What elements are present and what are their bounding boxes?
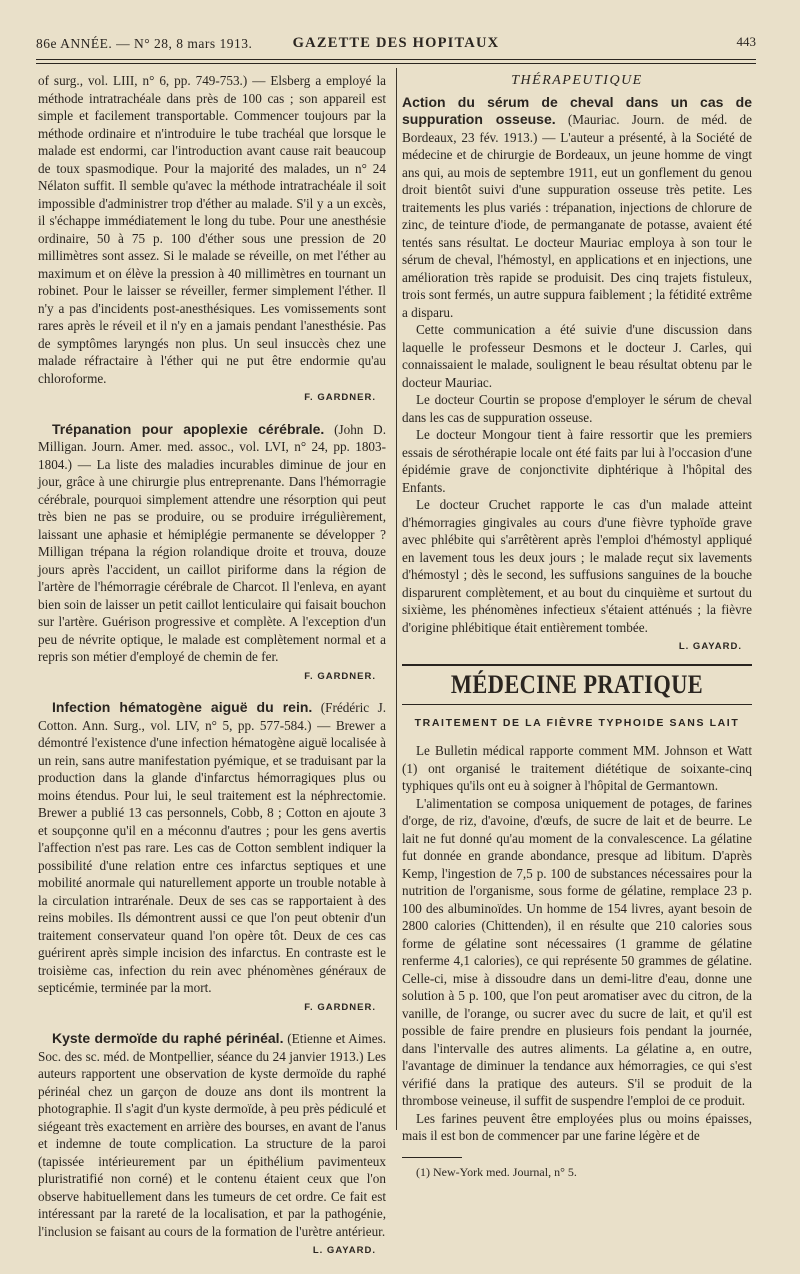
article-paragraph: Le Bulletin médical rapporte comment MM. Johnson et Watt (1) ont organisé le traitement diététique de soixante-cinq typhiques qu'ils ont eu à soigner à l'hôpital de Germantown. [402,743,752,793]
article-text: Les auteurs rapportent une observation de kyste dermoïde du raphé périnéal chez un garçon de douze ans dont ils montrent la photographie. Il s'agit d'un kyste dermoïde, à peu près pédiculé et siégeant très exactement en arrière des bourses, en avant de l'anus et indemne de toute complication. La structure de la paroi (tapissée intérieurement par un épithélium pavimenteux pluristratifié non corné) et le contenu étaient ceux que l'on observe habituellement dans les tumeurs de cet ordre. Ce fait est intéressant par la rareté de la localisation, et par la pathogénie, l'inclusion se faisant au cours de la formation de l'urètre antérieur. [38,1048,387,1239]
section-label-therapeutique: THÉRAPEUTIQUE [511,73,643,88]
article-trepanation [38,421,386,686]
article-signature: F. GARDNER. [304,670,376,682]
header-rule-top [36,59,756,60]
article-paragraph: Cette communication a été suivie d'une discussion dans laquelle le professeur Desmons et le docteur J. Carles, qui connaissaient le malade, soulignent le beau résultat obtenu par le docteur Mauriac. [402,322,752,390]
article-title: Action du sérum de cheval dans un cas de suppuration osseuse. [402,93,752,127]
article-signature: L. GAYARD. [678,641,742,652]
article-reference: (Mauriac. Journ. de méd. de Bordeaux, 23 fév. 1913.) [402,112,753,145]
section-rule-top [402,664,752,666]
article-serum-cheval [402,94,752,656]
left-column [38,72,386,1274]
section-rule-bottom [402,704,752,705]
footnote: (1) New-York med. Journal, n° 5. [416,1164,577,1179]
journal-title: GAZETTE DES HOPITAUX [292,35,500,51]
article-kyste-dermoide [38,1030,386,1260]
article-paragraph: Les farines peuvent être employées plus ou moins épaisses, mais il est bon de commencer par une farine légère et de [402,1110,752,1143]
page-number: 443 [736,34,756,49]
footnote-rule [402,1157,462,1158]
page-header [36,34,756,60]
header-rule-bottom [36,63,756,64]
right-column [402,72,752,1181]
article-text: — L'auteur a présenté, à la Société de médecine et de chirurgie de Bordeaux, un jeune homme de vingt ans qui, au mois de septembre 1911, eut un gonflement du genou droit bientôt suivi d'une suppuration osseuse très petite. Les traitements les plus variés : trépanation, injections de chlorure de zinc, de teinture d'iode, de permanganate de potasse, avaient été tentés sans résultat. Le docteur Mauriac employa à son tour le sérum de cheval, l'hémostyl, en applications et en injections, une amélioration très rapide se produisit. Des cinq trajets fistuleux, trois sont fermés, un autre suppura faiblement ; la fétidité extrême a disparu. [402,129,752,320]
article-continuation [38,72,386,407]
article-paragraph: Le docteur Courtin se propose d'employer le sérum de cheval dans les cas de suppuration osseuse. [402,392,752,425]
article-reference: (John D. Milligan. Journ. Amer. med. assoc., vol. LVI, n° 24, pp. 1803-1804.) — [38,421,386,472]
article-signature: L. GAYARD. [312,1245,376,1256]
article-text: La liste des maladies incurables diminue de jour en jour, grâce à une chirurgie plus entreprenante. Dans l'hémorragie cérébrale, pourquoi simplement attendre une résorption qui peut très bien ne pas se produire, ou se produire irrégulièrement, laissant une aphasie et hémiplégie permanente se développer ? Milligan trépana la région rolandique droite et trouva, douze jours après l'accident, un caillot piriforme dans la région de l'artère de l'hémorragie cérébrale de Charcot. Il l'enleva, en ayant bien soin de laisser un petit caillot lenticulaire qui faisait bouchon sur l'artère. Guérison progressive et complète. A l'exception d'un peu de névrite optique, le malade est complètement normal et a repris son métier d'employé de chemin de fer. [38,456,386,664]
article-paragraph: Le docteur Cruchet rapporte le cas d'un malade atteint d'hémorragies gingivales au cours d'une fièvre typhoïde grave avec phlébite qui s'arrêtèrent après l'emploi d'hémostyl appliqué en lavement tous les deux jours ; le malade reçut six lavements d'hémostyl ; dès le second, les suffusions sanguines de la bouche disparurent complètement, et au bout du cinquième et surtout du sixième, les phénomènes infectieux s'étaient atténués ; la fièvre d'origine phlébitique était entièrement tombée. [402,497,752,635]
subsection-title: TRAITEMENT DE LA FIÈVRE TYPHOIDE SANS LAIT [414,716,740,729]
article-signature: F. GARDNER. [304,1001,376,1013]
article-title: Trépanation pour apoplexie cérébrale. [52,420,325,437]
article-reference: (Frédéric J. Cotton. Ann. Surg., vol. LIV, n° 5, pp. 577-584.) — [38,700,387,733]
issue-info: 86e ANNÉE. — N° 28, 8 mars 1913. [36,36,253,51]
section-title-medecine-pratique: MÉDECINE PRATIQUE [450,669,704,699]
article-title: Kyste dermoïde du raphé périnéal. [52,1030,284,1046]
article-signature: F. GARDNER. [304,392,376,403]
article-title: Infection hématogène aiguë du rein. [52,699,313,715]
article-paragraph: Le docteur Mongour tient à faire ressortir que les premiers essais de sérothérapie locale ont été faits par lui à l'occasion d'une épidémie grave de conjonctivite diphtérique à l'hôpital des Enfants. [402,427,752,495]
article-text: of surg., vol. LIII, n° 6, pp. 749-753.) — Elsberg a employé la méthode intratrachéale dans près de 100 cas ; son appareil est simple et facilement transportable. Commencer toujours par la méthode ordinaire et n'introduire le tube trachéal que lorsque le malade est endormi, car l'introduction avant cause rait beaucoup de toux spasmodique. Pour la majorité des malades, un n° 24 Nélaton suffit. Il semble qu'avec la méthode intratrachéale il soit impossible d'administrer trop d'éther au malade. S'il y a un excès, il s'échappe immédiatement le long du tube. Pour une anesthésie ordinaire, 50 à 75 p. 100 d'éther sous une pression de 20 millimètres sont assez. Si le malade se réveille, on met l'éther au maximum et on élève la pression à 40 millimètres en tournant un robinet. Pour le laisser se réveiller, fermer simplement l'éther. Il n'y a pas d'incidents post-anesthésiques. Les vomissements sont rares après le réveil et il n'y en a jamais pendant l'anesthésie. Pas de symptômes laryngés non plus. Un seul insuccès chez une malade réfractaire à l'éther qui ne put être endormie qu'au chloroforme. [38,73,386,386]
column-divider [396,68,397,1130]
article-reference: (Etienne et Aimes. Soc. des sc. méd. de Montpellier, séance du 24 janvier 1913.) [38,1031,387,1064]
article-text: Brewer a démontré l'existence d'une infection hématogène aiguë localisée à un rein, sans autre manifestation pyémique, et se traduisant par la production dans la glande d'infarctus hémorragiques plus ou moins étendus. Pour lui, le seul traitement est la néphrectomie. Brewer a publié 13 cas personnels, Cobb, 8 ; Cotton en ajoute 3 et soupçonne qu'il en a méconnu d'autres ; pour les gens avertis l'affection n'est pas rare. Les cas de Cotton semblent indiquer la possibilité d'une relation entre ces infarctus septiques et une mobilité anormale qui naturellement apporte un trouble notable à la circulation intrarénale. Deux de ses cas se rapportaient à des reins mobiles. Ils démontrent aussi ce que l'on peut obtenir d'un traitement conservateur quand l'on opère tôt. Deux de ces cas guérirent après simple incision des infarctus. En contraste est le troisième cas, infection du rein avec phénomènes généraux de septicémie, terminée par la mort. [38,717,387,995]
article-infection-rein [38,699,386,1016]
article-paragraph: L'alimentation se composa uniquement de potages, de farines d'orge, de riz, d'avoine, d'œufs, de sucre de lait et de beurre. Le lait ne fut donné qu'au moment de la convalescence. La gélatine fut donnée en grande abondance, presque ad libitum. D'après Kemp, l'ingestion de 7,5 p. 100 de substances nécessaires pour la nutrition de l'organisme, sous forme de gélatine, remplace 23 p. 100 des albuminoïdes. Un homme de 154 livres, ayant besoin de 2800 calories (Chittenden), il en résulte que 210 calories sous forme de gélatine sont nécessaires (1 gramme de gélatine renferme 4,1 calories), ce qui représente 50 grammes de gélatine. Celle-ci, mise à dissoudre dans un demi-litre d'eau, donne une solution à 5 p. 100, que l'on peut aromatiser avec du citron, de la vanille, de l'orange, ou sucrer avec du sucre de lait, et qu'il est possible de faire prendre en plusieurs fois pendant la journée, dans l'intervalle des autres aliments. La gélatine a, en outre, l'avantage de diminuer la tendance aux hémorragies, ce qui s'est vérifié dans la pratique des auteurs. S'il se produit de la thrombose veineuse, il suffit de suspendre l'emploi de ce produit. [402,795,752,1108]
